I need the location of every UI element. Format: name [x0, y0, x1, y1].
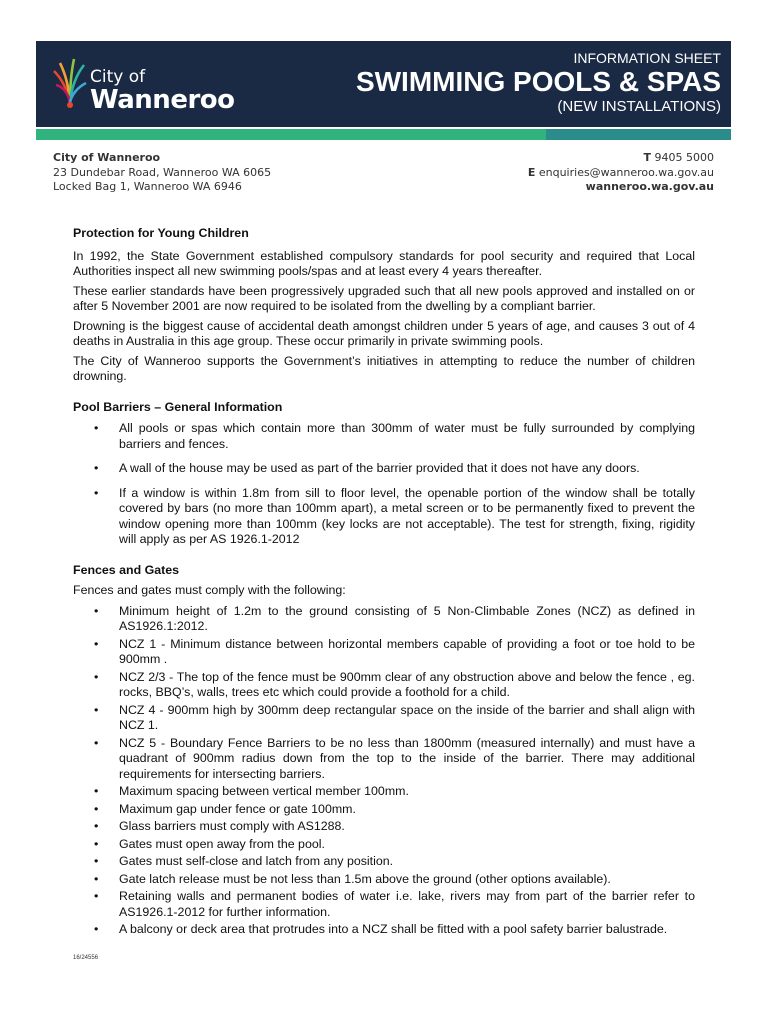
- list-item: • Minimum height of 1.2m to the ground consisting of 5 Non-Climbable Zones (NCZ) as defined in AS1926.1:2012.: [73, 604, 695, 635]
- section-heading: Fences and Gates: [73, 562, 180, 577]
- logo-mark-icon: [50, 51, 90, 117]
- list-item: • Retaining walls and permanent bodies of water i.e. lake, rivers may from part of the barrier refer to AS1926.1-2012 for further information.: [73, 889, 695, 920]
- contact-website: wanneroo.wa.gov.au: [585, 180, 714, 193]
- list-item: • All pools or spas which contain more than 300mm of water must be fully surrounded by complying barriers and fences.: [73, 421, 695, 452]
- section-protection: [73, 226, 695, 385]
- section-heading: Pool Barriers – General Information: [73, 399, 283, 414]
- header-accent-band-green: [36, 129, 546, 140]
- barrier-list: [73, 421, 695, 548]
- phone-number: 9405 5000: [654, 151, 714, 164]
- contact-phone: [528, 151, 714, 166]
- header-accent-band-teal: [546, 129, 731, 140]
- header-title-block: [356, 49, 721, 116]
- paragraph: Drowning is the biggest cause of accidental death amongst children under 5 years of age, and causes 3 out of 4 deaths in Australia in this age group. These occur primarily in private swimming pools.: [73, 318, 695, 348]
- paragraph: The City of Wanneroo supports the Government’s initiatives in attempting to reduce the number of children drowning.: [73, 353, 695, 383]
- section-pool-barriers: [73, 400, 695, 548]
- paragraph: These earlier standards have been progressively upgraded such that all new pools approved and installed on or after 5 November 2001 are now required to be isolated from the dwelling by a compliant barrier.: [73, 283, 695, 313]
- list-item: • If a window is within 1.8m from sill to floor level, the openable portion of the window shall be totally covered by bars (no more than 100mm apart), a metal screen or to be permanently fixed to prevent the window opening more than 100mm (key locks are not acceptable). The test for strength, fixing, rigidity will apply as per AS 1926.1-2012: [73, 486, 695, 548]
- fence-list: [73, 604, 695, 938]
- document-reference: 16/24556: [73, 955, 99, 961]
- header-kicker: INFORMATION SHEET: [573, 50, 721, 66]
- email-label: E: [527, 165, 536, 179]
- list-item: • A wall of the house may be used as part of the barrier provided that it does not have any doors.: [73, 461, 695, 477]
- section-intro: Fences and gates must comply with the following:: [73, 583, 346, 597]
- logo-text-city-of: City of: [90, 67, 146, 87]
- contact-details: [528, 151, 714, 195]
- list-item: • NCZ 2/3 - The top of the fence must be 900mm clear of any obstruction above and below the fence , eg. rocks, BBQ’s, walls, trees etc which could provide a foothold for a child.: [73, 670, 695, 701]
- page-title: SWIMMING POOLS & SPAS: [355, 66, 721, 97]
- list-item: • A balcony or deck area that protrudes into a NCZ shall be fitted with a pool safety barrier balustrade.: [73, 922, 695, 938]
- list-item: • Gate latch release must be not less than 1.5m above the ground (other options available).: [73, 872, 695, 888]
- document-body: [73, 226, 695, 938]
- section-heading: Protection for Young Children: [73, 226, 249, 240]
- list-item: • NCZ 5 - Boundary Fence Barriers to be no less than 1800mm (measured internally) and must have a quadrant of 900mm radius down from the top to the inside of the barrier. There may additional requirements for intersecting barriers.: [73, 736, 695, 783]
- list-item: • Maximum gap under fence or gate 100mm.: [73, 802, 695, 818]
- page-subtitle: (NEW INSTALLATIONS): [557, 98, 721, 115]
- list-item: • NCZ 1 - Minimum distance between horizontal members capable of providing a foot or toe hold to be 900mm .: [73, 637, 695, 668]
- list-item: • Maximum spacing between vertical member 100mm.: [73, 784, 695, 800]
- paragraph: In 1992, the State Government established compulsory standards for pool security and required that Local Authorities inspect all new swimming pools/spas and at least every 4 years thereafter.: [73, 248, 695, 278]
- page-header: [36, 41, 731, 127]
- contact-address-line-2: Locked Bag 1, Wanneroo WA 6946: [53, 180, 242, 193]
- contact-address-line-1: 23 Dundebar Road, Wanneroo WA 6065: [53, 165, 272, 179]
- list-item: • Gates must self-close and latch from any position.: [73, 854, 695, 870]
- phone-label: T: [643, 151, 651, 164]
- list-item: • Gates must open away from the pool.: [73, 837, 695, 853]
- list-item: • NCZ 4 - 900mm high by 300mm deep rectangular space on the inside of the barrier and shall align with NCZ 1.: [73, 703, 695, 734]
- city-of-wanneroo-logo: [50, 51, 240, 117]
- logo-text-wanneroo: Wanneroo: [90, 85, 235, 115]
- contact-email: [528, 166, 714, 181]
- contact-org: City of Wanneroo: [53, 151, 161, 164]
- email-address: enquiries@wanneroo.wa.gov.au: [538, 165, 714, 179]
- section-fences-gates: [73, 563, 695, 938]
- list-item: • Glass barriers must comply with AS1288.: [73, 819, 695, 835]
- contact-address: [53, 151, 271, 195]
